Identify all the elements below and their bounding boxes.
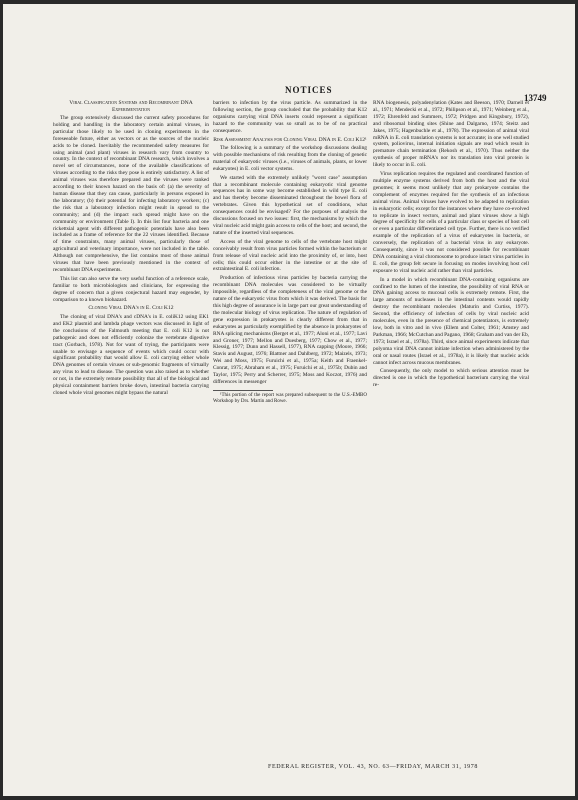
section-title: Cloning Viral DNA's in E. Coli K12 <box>88 305 174 312</box>
column-3 <box>373 100 529 391</box>
column-1 <box>53 100 209 399</box>
column-2 <box>213 100 367 407</box>
paragraph: barriers to infection by the virus particle. As summarized in the following section, the group concluded that the probability that K12 organisms carrying viral DNA inserts could represent a significant hazard to the community was so small as to be of no practical consequence. <box>213 100 367 134</box>
document-page <box>3 4 575 796</box>
paragraph: We started with the extremely unlikely "worst case" assumption that a recombinant molecule containing eukaryotic viral genome sequences has in some way become established in wild type E. coli and has thereby become disseminated throughout the bowel flora of vertebrates. Given this hypothetical set of conditions, what consequences could be envisaged? For the purposes of analysis the discussions focused on two issues: first, the mechanisms by which the viral nucleic acid might gain access to cells of the host; and second, the nature of the inserted viral sequences. <box>213 174 367 236</box>
paragraph: Access of the viral genome to cells of the vertebrate host might conceivably result from virus particles formed within the bacterium or from release of viral nucleic acid into the proximity of, or into, host cells; this could occur either in the intestine or at the site of extraintestinal E. coli infection. <box>213 238 367 273</box>
paragraph: The following is a summary of the workshop discussions dealing with possible mechanisms of risk resulting from the cloning of genetic material of eukaryotic viruses (i.e., viruses of animals, plants, or lower eukaryotes) in E. coli vector systems. <box>213 145 367 172</box>
paragraph: The cloning of viral DNA's and cDNA's in E. coliK12 using EK1 and EK2 plasmid and lambda phage vectors was discussed in light of the conclusions of the Falmouth meeting that E. coli K12 is not pathogenic and does not efficiently colonize the vertebrate digestive tract (Gorbach, 1978). Not for want of trying, the participants were unable to envisage a sequence of events which could occur with significant probability that would allow E. coli carrying either whole DNA genomes of certain viruses or sub-genomic fragments of virtually any virus to lead to disease. The question was also raised as to whether or not, in the extremely remote possibility that all of the biological and physical containment barriers broke down, intestinal bacteria carrying cloned whole viral genomes might bypass the natural <box>53 313 209 396</box>
footnote: ¹This portion of the report was prepared subsequent to the U.S.-EMBO Workshop by Drs. Martin and Rowe. <box>213 392 367 404</box>
paragraph: RNA biogenesis, polyadenylation (Kates and Beeson, 1970; Darnell et al., 1971; Mendecki et al., 1972; Philipson et al., 1971; Weinberg et al., 1972; Ehrenfeld and Summers, 1972; Pridgen and Kingsbury, 1972), and ribosomal binding sites (Shine and Dalgarno, 1974; Steitz and Jakes, 1975; Hagenbuchle et al., 1978). The expression of animal viral mRNA in E. coli translation systems is not accurate; in one well studied system, poliovirus, internal initiation signals are read which result in premature chain termination (Rekosh et al., 1970). Thus neither the synthesis of proper mRNA's nor its translation into viral protein is likely to occur in E. coli. <box>373 100 529 169</box>
paragraph: This list can also serve the very useful function of a reference scale, familiar to both microbiologists and clinicians, for expressing the degree of concern that a given conjectural hazard may engender, by comparison to a known biohazard. <box>53 275 209 303</box>
section-title: Viral Classification Systems and Recombinant DNA Experimentation <box>69 100 193 113</box>
footnote-divider <box>213 390 273 391</box>
paragraph: Production of infectious virus particles by bacteria carrying the recombinant DNA molecules was considered to be virtually impossible, regardless of the completeness of the viral genome or the nature of the eukaryotic virus from which it was derived. The basis for this high degree of assurance is in large part our great understanding of the molecular biology of virus replication. The nature of regulation of gene expression in prokaryotes is clearly different from that in eukaryotes as particularly exemplified by the absence in prokaryotes of RNA splicing mechanisms (Berget et al., 1977; Aloni et al., 1977; Lavi and Groner, 1977; Mellon and Duesberg, 1977; Chow et al., 1977; Klessig, 1977; Dunn and Hassell, 1977), RNA capping (Moore, 1966; Stavis and August, 1976; Blattner and Dahlberg, 1972; Maizels, 1973; Wei and Moss, 1975; Furuichi et al., 1975a; Keith and Fraenkel-Conrat, 1975; Abraham et al., 1975; Furuichi et al., 1975b; Dubin and Taylor, 1975; Perry and Scherrer, 1975; Moss and Koczot, 1976) and differences in messenger <box>213 275 367 385</box>
page-footer: FEDERAL REGISTER, VOL. 43, NO. 63—FRIDAY, MARCH 31, 1978 <box>268 764 478 770</box>
paragraph: Virus replication requires the regulated and coordinated function of multiple enzyme systems derived from both the host and the viral genomes; it seems most unlikely that any prokaryote contains the complement of enzymes required for the synthesis of an infectious animal virus. Animal viruses have evolved to be adapted to replication in eukaryotic cells; except for the instances where they have co-evolved to replicate in insect vectors, animal and plant viruses show a high degree of specificity for cells of a particular class or species of host cell or even a particular differentiated cell type. Further, there is no verified example of the replication of a virus of eukaryotes in bacteria, or conversely, the replication of a bacterial virus in any eukaryote. Consequently, since it was not considered possible for recombinant DNA containing a viral chromosome to produce intact virus particles in E. coli, the group felt secure in focusing on modes involving host cell exposure to viral nucleic acid rather than viral particles. <box>373 171 529 274</box>
paragraph: In a model in which recombinant DNA-containing organisms are confined to the lumen of the intestine, the possibility of viral RNA or DNA gaining access to mucosal cells is extremely remote. First, the large amounts of nucleases in the intestinal contents would rapidly destroy the recombinant molecules (Maturin and Curtiss, 1977). Second, the efficiency of infection of cells by viral nucleic acid molecules, even in the presence of chemical potentiators, is extremely low, both in vitro and in vivo (Ellem and Colter, 1961; Amstey and Parkman, 1966; McCutchan and Pagano, 1968; Graham and van der Eb, 1973; Israel et al., 1978a). Third, since animal experiments indicate that polyoma viral DNA cannot initiate infection when administered by the oral or nasal routes (Israel et al., 1978a), it is likely that nucleic acids cannot infect across mucous membranes. <box>373 276 529 366</box>
section-title: Risk Assessment Analysis for Cloning Viral DNA in E. Coli K12¹ <box>213 136 367 143</box>
page-number: 13749 <box>524 93 547 103</box>
section-heading: NOTICES <box>285 85 333 95</box>
paragraph: The group extensively discussed the current safety procedures for holding and handling in the laboratory certain animal viruses, in particular those likely to be used in cloning experiments in the foreseeable future, either as vectors or as the sources of the nucleic acids to be cloned. Inevitably the recommended safety measures for using animal (and plant) viruses in research vary from country to country. In the context of recombinant DNA research, which involves a novel set of circumstances, none of the available classifications of viruses according to the risks they pose is entirely satisfactory. A list of animal viruses was therefore prepared and the viruses were ranked according to their known hazard on the basis of: (a) the severity of human disease that they can cause, particularly in persons exposed in the laboratory; (b) their potential for infecting laboratory workers; (c) the risk that a laboratory infection might result in spread to the community; and (d) the impact such spread might have on the community or environment (Table I). In this list four bacteria and one rickettsial agent with different pathogenic potentials have also been included as a frame of reference for the 22 viruses identified. Because of time constraints, many animal viruses, particularly those of agricultural and veterinary importance, were not included in the table. Although not comprehensive, the list contains most of those animal viruses that have been previously mentioned in the context of recombinant DNA experiments. <box>53 115 209 273</box>
paragraph: Consequently, the only model to which serious attention must be directed is one in which the hypothetical bacterium carrying the viral re- <box>373 368 529 389</box>
